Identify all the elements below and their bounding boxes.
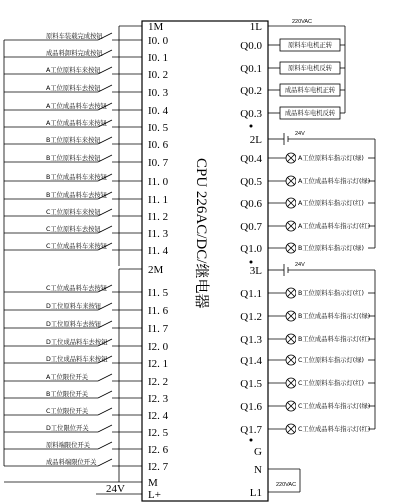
switch-contact — [98, 408, 112, 415]
left-pin-label: I2. 6 — [148, 444, 169, 456]
lamp-label: A工位成品料车指示灯(绿) — [298, 178, 371, 185]
left-pin-label: I2. 0 — [148, 341, 169, 353]
right-pin-label: Q0.4 — [240, 153, 262, 165]
left-pin-label: I2. 3 — [148, 393, 169, 405]
left-pin-label: 1M — [148, 21, 164, 33]
right-pin-label: Q1.2 — [240, 311, 262, 323]
switch-label: A工位成品料车去按钮 — [46, 103, 107, 110]
switch-label: 成品料端限位开关 — [46, 459, 97, 466]
switch-label: D工位原料车来按钮 — [46, 303, 102, 310]
supply-220vac-bottom: 220VAC — [276, 482, 297, 488]
right-pin-label: Q0.6 — [240, 198, 262, 210]
switch-label: B工位限位开关 — [46, 391, 89, 398]
switch-label: C工位限位开关 — [46, 408, 89, 415]
left-pin-label: L+ — [148, 489, 161, 501]
right-pin-label: 3L — [249, 265, 262, 277]
switch-label: B工位成品料车去按钮 — [46, 192, 107, 199]
left-pin-label: I0. 6 — [148, 139, 169, 151]
terminal-dot — [250, 125, 253, 128]
supply-24v-left: 24V — [106, 483, 125, 495]
lamp-label: B工位原料车指示灯(绿) — [298, 245, 364, 252]
switch-label: A工位限位开关 — [46, 374, 89, 381]
switch-label: D工位成品料车去按钮 — [46, 339, 108, 346]
left-pin-label: 2M — [148, 264, 164, 276]
left-pin-label: I0. 0 — [148, 35, 169, 47]
left-pin-label: I0. 2 — [148, 69, 169, 81]
lamp-label: B工位成品料车指示灯(绿) — [298, 313, 371, 320]
left-pin-label: I0. 7 — [148, 157, 169, 169]
right-pin-label: Q0.5 — [240, 176, 262, 188]
left-pin-label: I0. 3 — [148, 87, 169, 99]
switch-label: A工位原料车来按钮 — [46, 67, 101, 74]
switch-contact — [98, 459, 112, 466]
right-pin-label: Q1.6 — [240, 401, 262, 413]
right-pin-label: Q0.2 — [240, 85, 262, 97]
switch-label: 原料车装载完成按钮 — [46, 33, 103, 40]
lamp-label: A工位成品料车指示灯(红) — [298, 223, 371, 230]
lamp-label: B工位原料车指示灯(红) — [298, 290, 364, 297]
right-pin-label: L1 — [249, 487, 262, 499]
relay-label: 成品料车电机正转 — [284, 87, 336, 94]
right-pin-label: G — [254, 446, 262, 458]
switch-label: 成品料卸料完成按钮 — [46, 50, 103, 57]
relay-label: 成品料车电机反转 — [284, 110, 336, 117]
left-pin-label: I2. 5 — [148, 427, 169, 439]
supply-24v-2l: 24V — [295, 131, 305, 137]
right-pin-label: Q1.5 — [240, 378, 262, 390]
lamp-label: A工位原料车指示灯(红) — [298, 200, 364, 207]
switch-label: D工位原料车去按钮 — [46, 321, 102, 328]
left-pin-label: I1. 5 — [148, 287, 169, 299]
switch-label: A工位成品料车来按钮 — [46, 120, 107, 127]
switch-label: C工位原料车来按钮 — [46, 209, 101, 216]
switch-label: B工位原料车来按钮 — [46, 137, 101, 144]
left-pin-label: I0. 5 — [148, 122, 169, 134]
plc-title: CPU 226AC/DC/继电器 — [193, 158, 209, 309]
left-pin-label: I1. 6 — [148, 305, 169, 317]
right-pin-label: Q1.1 — [240, 288, 262, 300]
switch-label: B工位成品料车来按钮 — [46, 174, 107, 181]
left-pin-label: M — [148, 477, 158, 489]
right-pin-label: Q0.1 — [240, 63, 262, 75]
left-pin-label: I1. 1 — [148, 194, 169, 206]
switch-contact — [98, 425, 112, 432]
switch-label: D工位成品料车来按钮 — [46, 356, 108, 363]
switch-contact — [98, 442, 112, 449]
switch-label: A工位原料车去按钮 — [46, 85, 101, 92]
supply-220vac-top: 220VAC — [291, 19, 313, 25]
left-pin-label: I1. 7 — [148, 323, 169, 335]
right-pin-label: 1L — [249, 21, 262, 33]
switch-label: 原料端限位开关 — [46, 442, 91, 449]
right-pin-label: Q0.0 — [240, 40, 262, 52]
terminal-dot — [250, 439, 253, 442]
lamp-label: C工位原料车指示灯(绿) — [298, 357, 364, 364]
switch-contact — [98, 391, 112, 398]
left-pin-label: I1. 4 — [148, 245, 169, 257]
left-pin-label: I2. 7 — [148, 461, 169, 473]
left-pin-label: I1. 0 — [148, 176, 169, 188]
right-pin-label: Q1.0 — [240, 243, 262, 255]
lamp-label: C工位原料车指示灯(红) — [298, 380, 364, 387]
right-pin-label: 2L — [249, 134, 262, 146]
right-pin-label: N — [254, 464, 262, 476]
terminal-dot — [250, 261, 253, 264]
switch-label: C工位原料车去按钮 — [46, 226, 101, 233]
lamp-label: C工位成品料车指示灯(红) — [298, 426, 371, 433]
lamp-label: A工位原料车指示灯(绿) — [298, 155, 364, 162]
left-pin-label: I0. 4 — [148, 105, 169, 117]
lamp-label: C工位成品料车指示灯(绿) — [298, 403, 371, 410]
right-pin-label: Q0.3 — [240, 108, 262, 120]
left-pin-label: I2. 2 — [148, 376, 169, 388]
switch-label: C工位成品料车去按钮 — [46, 285, 108, 292]
switch-contact — [98, 374, 112, 381]
right-pin-label: Q1.4 — [240, 355, 262, 367]
right-pin-label: Q1.3 — [240, 334, 262, 346]
lamp-label: B工位成品料车指示灯(红) — [298, 336, 371, 343]
left-pin-label: I1. 2 — [148, 211, 169, 223]
left-pin-label: I2. 4 — [148, 410, 169, 422]
left-pin-label: I1. 3 — [148, 228, 169, 240]
right-pin-label: Q1.7 — [240, 424, 262, 436]
supply-24v-3l: 24V — [295, 262, 305, 268]
switch-label: D工位限位开关 — [46, 425, 89, 432]
left-pin-label: I2. 1 — [148, 358, 169, 370]
relay-label: 原料车电机反转 — [287, 65, 333, 72]
left-pin-label: I0. 1 — [148, 52, 169, 64]
switch-label: C工位成品料车来按钮 — [46, 243, 108, 250]
right-pin-label: Q0.7 — [240, 221, 262, 233]
relay-label: 原料车电机正转 — [287, 42, 333, 49]
switch-label: B工位原料车去按钮 — [46, 155, 101, 162]
